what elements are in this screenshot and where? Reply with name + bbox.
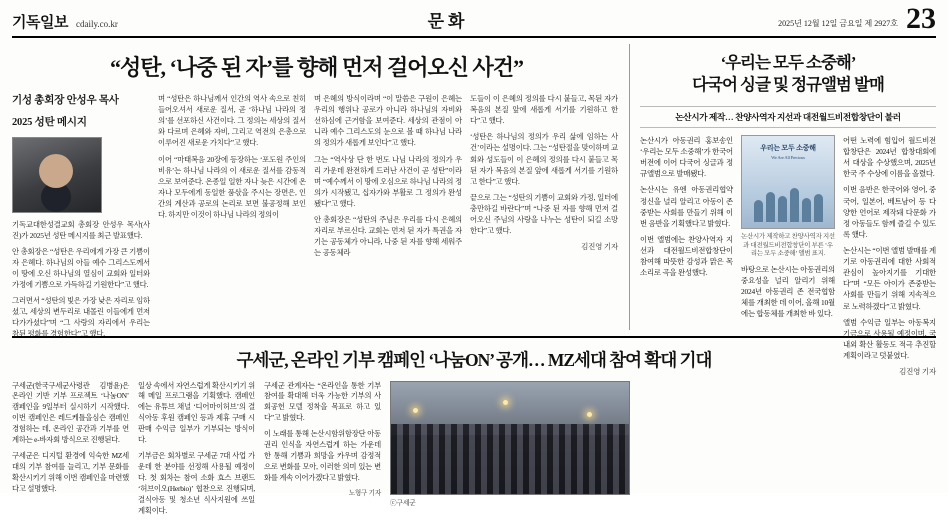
right-c1-p1: 논산시가 아동권리 홍보송인 ‘우리는 모두 소중해’가 한국어 버전에 이어 다국어 싱글과 정규앨범으로 발매됐다.	[640, 136, 733, 179]
street-lamp-icon	[587, 412, 592, 417]
right-column-2	[741, 135, 835, 377]
album-figures	[742, 176, 834, 222]
lead-subhead-2: 2025 성탄 메시지	[12, 116, 87, 128]
lead-column-2	[158, 93, 306, 345]
masthead-left	[12, 11, 118, 32]
bottom-c2-p2: 기부금은 회차별로 구세군 7대 사업 가운데 한 분야를 선정해 사용될 예정이다. 첫 회차는 참여 소화 효스 브랜드 ‘허브이오(Herbio)’ 협찬으로 진행되며, 결식아동 및 청소년 식사지원에 쓰일 계획이다.	[138, 451, 255, 515]
lead-c2-p1: 며 “성탄은 하나님께서 인간의 역사 속으로 친히 들어오셔서 새로운 질서, 곧 ‘하나님 나라의 정의’를 선포하신 사건이다. 그 정의는 세상의 질서와 다르며 은혜와 자비, 그리고 역전의 은총으로 이루어진 새로운 가치다”고 했다.	[158, 94, 306, 148]
masthead	[12, 2, 936, 38]
right-headline	[640, 52, 936, 97]
bottom-c3-p2: 이 노래를 통해 논산시함위함장단 아동권리 인식을 자연스럽게 하는 가운데 한 통해 기쁨과 희망을 카우며 감정적으로 변화를 모아, 이러한 의미 있는 변화를 계속 이어가겠다고 밝혔다.	[264, 429, 381, 482]
lead-body	[12, 93, 621, 345]
right-column-3	[843, 135, 936, 377]
bottom-c3-p1: 구세군 관계자는 “온라인을 통한 기부 참여를 확대해 더욱 가능한 기부의 사회공헌 모델 정착을 목표로 하고 있다”고 밝혔다.	[264, 380, 381, 423]
album-subtitle: We Are All Precious	[771, 155, 805, 161]
right-headline-line1: ‘우리는 모두 소중해’	[720, 52, 856, 72]
lead-c4-p3: 끝으로 그는 “성탄의 기쁨이 교회와 가정, 일터에 충만하길 바란다”며 “나중 된 자를 향해 먼저 걸어오신 주님의 사랑을 나누는 성탄이 되길 소망한다”고 했다.	[470, 192, 618, 236]
right-c3-p1: 어떤 노력에 힘입어 월드비전합창단은 2024년 합창대회에서 대상을 수상했으며, 2025년 한국 주 수상에 이름을 올렸다.	[843, 136, 936, 179]
lead-c1-p1: 안 총회장은 “성탄은 우리에게 가장 큰 기쁨이자 은혜다. 하나님의 아들 예수 그리스도께서 이 땅에 오신 하나님의 열심이 교회와 일터와 가정에 기쁨으로 가득하길 기원한다”고 했다.	[12, 246, 150, 290]
issue-date: 2025년 12월 12일 금요일 제 2927호	[778, 18, 898, 28]
street-lamp-icon	[503, 400, 508, 405]
lead-byline: 김진영 기자	[581, 242, 618, 252]
lead-c1-p2: 그러면서 “성탄의 빛은 가장 낮은 자리로 임하셨고, 세상의 변두리로 내몰린 이들에게 먼저 다가가셨다”며 “그 사랑의 자리에서 우리는 참된 평화를 경험한다”고 했다.	[12, 296, 150, 339]
photo-credit: ⓒ구세군	[390, 499, 416, 507]
section-title: 문화	[427, 11, 469, 31]
lead-c3-p1: 며 은혜의 방식이라며 “이 말씀은 구원이 은혜는 우리의 행위나 공로가 아니라 하나님의 자비와 선하심에 근거함을 보여준다. 세상의 관점이 아니라 예수 그리스도의 눈으로 볼 때 하나님 나라의 정의가 새롭게 보인다”고 했다.	[314, 94, 462, 148]
bottom-body	[12, 381, 936, 522]
right-c3-p2: 이번 음반은 한국어와 영어, 중국어, 일본어, 베트남어 등 다양한 언어로 제작돼 다문화 가정 아동들도 함께 즐길 수 있도록 했다.	[843, 185, 936, 239]
rally-photo	[390, 381, 630, 495]
bottom-c2-p1: 일상 속에서 자연스럽게 확산시키기 위해 메일 프로그램을 기획했다. 캠페인에는 유튜브 채널 ‘디어마이허브’의 결식아동 후원 캠페인 등과 제휴 구매 시 판매 수익금 일부가 기부되는 방식이다.	[138, 380, 255, 445]
right-subhead: 논산시가 제작… 찬양사역자 지선과 대전월드비전합창단이 불러	[640, 106, 936, 128]
right-c3-p4: 앨범 수익금 일부는 아동복지 기금으로 사용될 예정이며, 국내외 확산 활동도 적극 추진할 계획이라고 덧붙였다.	[843, 317, 936, 360]
lead-c4-p2: ‘성탄은 하나님의 정의가 우리 삶에 임하는 사건’이라는 설명이다. 그는 “성탄절을 맞이하며 교회와 성도들이 이 은혜의 정의를 다시 붙들고 목된 자가 복음의 본질 앞에 새롭게 서기를 기원하고 한다”고 했다.	[470, 132, 618, 186]
bottom-headline: 구세군, 온라인 기부 캠페인 ‘나눔ON’ 공개… MZ세대 참여 확대 기대	[236, 349, 712, 370]
portrait-photo	[12, 137, 102, 213]
paper-name: 기독일보	[12, 14, 68, 31]
lead-article	[12, 44, 630, 339]
lead-c3-p2: 그는 “역사상 단 한 번도 나님 나라의 정의가 우리 가운데 완전하게 드러난 사건이 곧 성탄”이라며 “예수께서 이 땅에 오심으로 하나님 나라의 정의가 시작됐고, 십자가와 부활로 그 정의가 완성됐다”고 했다.	[314, 154, 462, 208]
lead-subhead-1: 기성 총회장 안성우 목사	[12, 95, 119, 106]
lead-column-4	[470, 93, 618, 345]
masthead-right	[778, 2, 936, 35]
bottom-photo-wrap	[390, 381, 630, 522]
bottom-byline: 노형구 기자	[348, 489, 381, 497]
right-headline-line2: 다국어 싱글 및 정규앨범 발매	[692, 74, 884, 94]
lead-c3-p3: 안 총회장은 “성탄의 주님은 우리를 다시 은혜의 자리로 부르신다. 교회는 먼저 된 자가 특권을 자기는 공동체가 아니라, 나중 된 자를 향해 세워주는 공동체라	[314, 215, 462, 258]
right-c3-p3: 논산시는 “이번 앨범 발매를 계기로 아동권리에 대한 사회적 관심이 높아지기를 기대한다”며 “모든 아이가 존중받는 사회를 만들기 위해 지속적으로 노력하겠다”고 밝혔다.	[843, 246, 936, 311]
lead-c2-p2: 이어 “마태복음 20장에 등장하는 ‘포도원 주인의 비유’는 하나님 나라의 이 새로운 질서를 감동적으로 보여준다. 온종일 일한 자나 늦은 시간에 온 자나 모두에게 동일한 품삯을 주시는 장면은, 인간의 계산과 공로의 논리로 보면 불공정해 보인다. 하지만 이것이 하나님 나라의 정의이	[158, 154, 306, 220]
lead-headline: “성탄, ‘나중 된 자’를 향해 먼저 걸어오신 사건”	[110, 54, 523, 80]
photo-crowd	[391, 424, 629, 493]
lead-c4-p1: 도들이 이 은혜의 정의를 다시 붙들고, 목된 자가 복음의 본질 앞에 새롭게 서기를 기원하고 한다”고 했다.	[470, 94, 618, 126]
right-body	[640, 135, 936, 377]
bottom-column-1	[12, 381, 129, 522]
right-column-1	[640, 135, 733, 377]
bottom-column-2	[138, 381, 255, 522]
right-c1-p2: 논산시는 유엔 아동권리협약 정신을 널리 알리고 아동이 존중받는 사회를 만들기 위해 이번 음반을 기획했다고 밝혔다.	[640, 185, 733, 228]
bottom-c1-p2: 구세군은 디지털 환경에 익숙한 MZ세대의 기부 참여를 늘리고, 기부 문화를 확산시키기 위해 이번 캠페인을 마련했다고 설명했다.	[12, 451, 129, 493]
bottom-c1-p1: 구세군(한국구세군사령관 김병윤)은 온라인 기반 기부 프로젝트 ‘나눔ON’ 캠페인을 9일부터 실시하기 시작했다. 이번 캠페인은 레드케틀을심슨 캠페인 경험하는 데, 온라인 공간과 기부를 연계하는 e-바자회 방식으로 진행된다.	[12, 380, 129, 445]
street-lamp-icon	[413, 408, 418, 413]
lead-column-3	[314, 93, 462, 345]
lead-column-1	[12, 93, 150, 345]
right-article	[630, 44, 936, 377]
right-c2-p1: 바탕으로 논산시는 아동권리의 중요성을 널리 알리기 위해 2024년 아동권리 존 전국협함체를 개최한 데 이어, 올해 10월에는 합동체를 개최한 바 있다.	[741, 264, 835, 319]
page-number: 23	[906, 2, 936, 35]
album-cover-image	[741, 135, 835, 229]
album-caption: 논산시가 제작하고 찬양사역자 지선과 대전월드비전합창단이 부른 ‘우리는 모두 소중해’ 앨범 표지.	[741, 233, 835, 258]
paper-url[interactable]: cdaily.co.kr	[75, 18, 118, 29]
album-title: 우리는 모두 소중해	[760, 144, 816, 153]
lead-photo-caption: 기독교대한성결교회 총회장 안성우 목사(사진)가 2025년 성탄 메시지를 최근 발표했다.	[12, 219, 150, 240]
right-byline: 김진영 기자	[899, 367, 936, 377]
right-c1-p3: 이번 앨범에는 찬양사역자 지선과 대전월드비전합창단이 참여해 따뜻한 감성과 맑은 목소리로 곡을 완성했다.	[640, 234, 733, 278]
bottom-column-3	[264, 381, 381, 522]
